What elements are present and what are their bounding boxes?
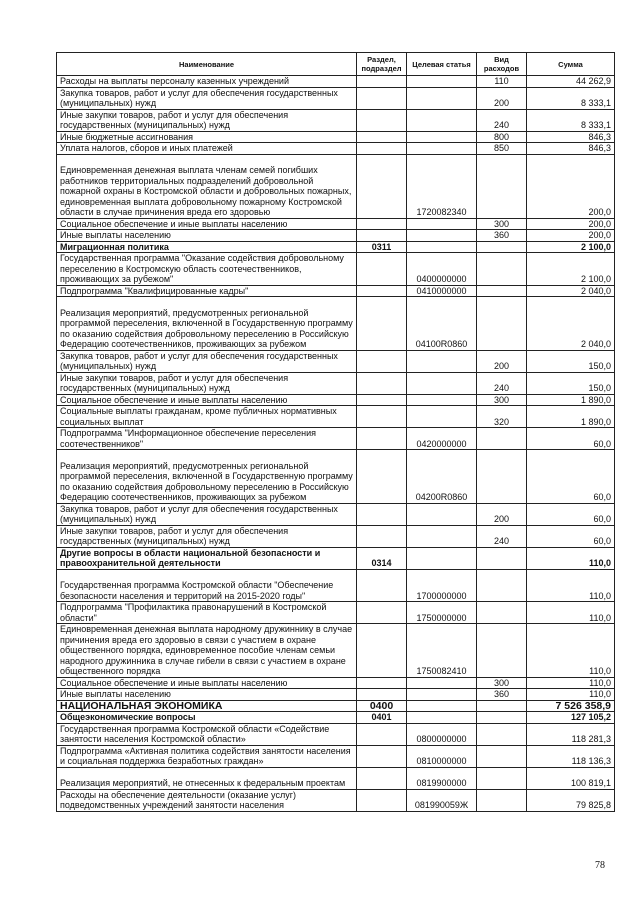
cell-sum: 60,0 xyxy=(527,450,615,504)
cell-kind xyxy=(477,285,527,297)
cell-section xyxy=(357,76,407,88)
cell-sum: 110,0 xyxy=(527,547,615,569)
cell-section xyxy=(357,285,407,297)
cell-sum: 2 040,0 xyxy=(527,285,615,297)
cell-name: Иные закупки товаров, работ и услуг для обеспечения государственных (муниципальных) нужд xyxy=(57,109,357,131)
cell-kind: 300 xyxy=(477,218,527,230)
cell-name: Расходы на выплаты персоналу казенных учреждений xyxy=(57,76,357,88)
cell-target: 081990059Ж xyxy=(407,789,477,811)
cell-sum: 118 281,3 xyxy=(527,723,615,745)
cell-sum: 79 825,8 xyxy=(527,789,615,811)
cell-sum: 150,0 xyxy=(527,350,615,372)
cell-kind: 300 xyxy=(477,394,527,406)
cell-target: 04100R0860 xyxy=(407,297,477,351)
cell-kind: 850 xyxy=(477,143,527,155)
cell-target: 0420000000 xyxy=(407,428,477,450)
table-row xyxy=(57,154,615,218)
cell-kind xyxy=(477,789,527,811)
cell-section xyxy=(357,789,407,811)
cell-target: 0800000000 xyxy=(407,723,477,745)
cell-kind: 240 xyxy=(477,372,527,394)
table-row xyxy=(57,241,615,253)
cell-target xyxy=(407,372,477,394)
cell-target xyxy=(407,547,477,569)
cell-sum: 110,0 xyxy=(527,689,615,701)
table-row xyxy=(57,285,615,297)
table-row xyxy=(57,745,615,767)
cell-sum: 2 100,0 xyxy=(527,253,615,286)
cell-kind: 300 xyxy=(477,677,527,689)
cell-sum: 200,0 xyxy=(527,218,615,230)
table-body xyxy=(57,76,615,812)
header-kind: Вид расходов xyxy=(477,53,527,76)
cell-section xyxy=(357,406,407,428)
cell-sum: 100 819,1 xyxy=(527,767,615,789)
cell-target: 1750000000 xyxy=(407,602,477,624)
cell-sum: 846,3 xyxy=(527,131,615,143)
table-row xyxy=(57,131,615,143)
table-row xyxy=(57,109,615,131)
header-target: Целевая статья xyxy=(407,53,477,76)
cell-section xyxy=(357,503,407,525)
cell-section: 0311 xyxy=(357,241,407,253)
cell-section xyxy=(357,154,407,218)
cell-sum: 110,0 xyxy=(527,602,615,624)
table-row xyxy=(57,450,615,504)
cell-target xyxy=(407,689,477,701)
table-row xyxy=(57,547,615,569)
cell-name: Иные бюджетные ассигнования xyxy=(57,131,357,143)
cell-sum: 2 100,0 xyxy=(527,241,615,253)
cell-kind: 800 xyxy=(477,131,527,143)
cell-kind xyxy=(477,745,527,767)
cell-sum: 110,0 xyxy=(527,624,615,678)
cell-target xyxy=(407,143,477,155)
cell-kind xyxy=(477,624,527,678)
table-row xyxy=(57,503,615,525)
cell-section xyxy=(357,677,407,689)
cell-target: 0400000000 xyxy=(407,253,477,286)
cell-target xyxy=(407,241,477,253)
cell-sum: 8 333,1 xyxy=(527,109,615,131)
cell-kind: 360 xyxy=(477,230,527,242)
cell-name: Подпрограмма "Профилактика правонарушений в Костромской области" xyxy=(57,602,357,624)
cell-sum: 150,0 xyxy=(527,372,615,394)
cell-target: 1700000000 xyxy=(407,569,477,602)
table-row xyxy=(57,230,615,242)
cell-target xyxy=(407,350,477,372)
cell-sum: 200,0 xyxy=(527,154,615,218)
cell-name: Социальное обеспечение и иные выплаты населению xyxy=(57,677,357,689)
cell-section xyxy=(357,143,407,155)
cell-section xyxy=(357,767,407,789)
cell-kind xyxy=(477,297,527,351)
cell-target xyxy=(407,218,477,230)
cell-target xyxy=(407,677,477,689)
cell-target xyxy=(407,76,477,88)
table-row xyxy=(57,700,615,712)
cell-sum: 110,0 xyxy=(527,569,615,602)
cell-sum: 60,0 xyxy=(527,525,615,547)
cell-kind: 110 xyxy=(477,76,527,88)
cell-sum: 60,0 xyxy=(527,428,615,450)
cell-section xyxy=(357,745,407,767)
table-header-row xyxy=(57,53,615,76)
cell-name: Закупка товаров, работ и услуг для обеспечения государственных (муниципальных) нужд xyxy=(57,350,357,372)
cell-target: 04200R0860 xyxy=(407,450,477,504)
cell-name: Подпрограмма "Информационное обеспечение переселения соотечественников" xyxy=(57,428,357,450)
cell-section xyxy=(357,131,407,143)
cell-sum: 7 526 358,9 xyxy=(527,700,615,712)
cell-sum: 2 040,0 xyxy=(527,297,615,351)
cell-name: Иные закупки товаров, работ и услуг для обеспечения государственных (муниципальных) нужд xyxy=(57,372,357,394)
cell-target xyxy=(407,109,477,131)
cell-name: Миграционная политика xyxy=(57,241,357,253)
cell-kind: 200 xyxy=(477,350,527,372)
table-row xyxy=(57,689,615,701)
cell-name: НАЦИОНАЛЬНАЯ ЭКОНОМИКА xyxy=(57,700,357,712)
cell-section: 0400 xyxy=(357,700,407,712)
cell-name: Иные выплаты населению xyxy=(57,689,357,701)
cell-section xyxy=(357,450,407,504)
cell-target xyxy=(407,406,477,428)
cell-name: Социальное обеспечение и иные выплаты населению xyxy=(57,218,357,230)
table-row xyxy=(57,569,615,602)
cell-kind xyxy=(477,428,527,450)
cell-section xyxy=(357,624,407,678)
cell-section xyxy=(357,569,407,602)
cell-target: 1750082410 xyxy=(407,624,477,678)
cell-section xyxy=(357,350,407,372)
cell-section xyxy=(357,230,407,242)
cell-name: Единовременная денежная выплата членам семей погибших работников территориальных подразделений добровольной пожарной охраны в Костромской области и добровольных пожарных, единовременная выплата добровольному пожарному Костромской области в случае причинения вреда его здоровью xyxy=(57,154,357,218)
cell-name: Реализация мероприятий, предусмотренных региональной программой переселения, включенной в Государственную программу по оказанию содействия добровольному переселению в Российскую Федерацию соотечественников, проживающих за рубежом xyxy=(57,297,357,351)
cell-name: Государственная программа Костромской области "Обеспечение безопасности населения и территорий на 2015-2020 годы" xyxy=(57,569,357,602)
cell-kind xyxy=(477,241,527,253)
cell-section: 0314 xyxy=(357,547,407,569)
header-name: Наименование xyxy=(57,53,357,76)
cell-target: 0810000000 xyxy=(407,745,477,767)
header-sum: Сумма xyxy=(527,53,615,76)
cell-name: Закупка товаров, работ и услуг для обеспечения государственных (муниципальных) нужд xyxy=(57,503,357,525)
table-row xyxy=(57,406,615,428)
cell-kind xyxy=(477,767,527,789)
cell-name: Подпрограмма "Квалифицированные кадры" xyxy=(57,285,357,297)
cell-name: Социальные выплаты гражданам, кроме публичных нормативных социальных выплат xyxy=(57,406,357,428)
cell-sum: 110,0 xyxy=(527,677,615,689)
cell-name: Единовременная денежная выплата народному дружиннику в случае причинения вреда его здоровью в связи с участием в охране общественного порядка, единовременное пособие членам семьи народного дружинника в случае гибели в связи с участием в охране общественного порядка xyxy=(57,624,357,678)
table-row xyxy=(57,218,615,230)
cell-kind: 240 xyxy=(477,525,527,547)
cell-target xyxy=(407,700,477,712)
table-row xyxy=(57,350,615,372)
table-row xyxy=(57,394,615,406)
cell-kind xyxy=(477,154,527,218)
table-row xyxy=(57,602,615,624)
cell-name: Расходы на обеспечение деятельности (оказание услуг) подведомственных учреждений занятости населения xyxy=(57,789,357,811)
cell-target xyxy=(407,525,477,547)
cell-target xyxy=(407,503,477,525)
table-row xyxy=(57,87,615,109)
cell-target: 0410000000 xyxy=(407,285,477,297)
page-number: 78 xyxy=(595,860,605,871)
cell-section xyxy=(357,297,407,351)
cell-target xyxy=(407,394,477,406)
cell-target xyxy=(407,712,477,724)
cell-sum: 127 105,2 xyxy=(527,712,615,724)
table-row xyxy=(57,297,615,351)
cell-kind xyxy=(477,569,527,602)
cell-kind xyxy=(477,602,527,624)
cell-name: Общеэкономические вопросы xyxy=(57,712,357,724)
cell-kind: 320 xyxy=(477,406,527,428)
cell-sum: 200,0 xyxy=(527,230,615,242)
cell-section xyxy=(357,689,407,701)
cell-sum: 846,3 xyxy=(527,143,615,155)
table-row xyxy=(57,428,615,450)
cell-sum: 60,0 xyxy=(527,503,615,525)
cell-name: Реализация мероприятий, не отнесенных к федеральным проектам xyxy=(57,767,357,789)
cell-name: Иные выплаты населению xyxy=(57,230,357,242)
table-row xyxy=(57,789,615,811)
cell-name: Государственная программа "Оказание содействия добровольному переселению в Костромскую область соотечественников, проживающих за рубежом" xyxy=(57,253,357,286)
cell-kind xyxy=(477,253,527,286)
cell-sum: 1 890,0 xyxy=(527,406,615,428)
cell-sum: 118 136,3 xyxy=(527,745,615,767)
cell-section xyxy=(357,372,407,394)
cell-sum: 8 333,1 xyxy=(527,87,615,109)
cell-target: 0819900000 xyxy=(407,767,477,789)
cell-name: Государственная программа Костромской области «Содействие занятости населения Костромской области» xyxy=(57,723,357,745)
cell-target xyxy=(407,87,477,109)
cell-sum: 44 262,9 xyxy=(527,76,615,88)
table-row xyxy=(57,372,615,394)
cell-section xyxy=(357,525,407,547)
cell-kind: 240 xyxy=(477,109,527,131)
cell-kind xyxy=(477,450,527,504)
cell-name: Закупка товаров, работ и услуг для обеспечения государственных (муниципальных) нужд xyxy=(57,87,357,109)
cell-target: 1720082340 xyxy=(407,154,477,218)
cell-section: 0401 xyxy=(357,712,407,724)
cell-section xyxy=(357,394,407,406)
table-row xyxy=(57,525,615,547)
cell-name: Иные закупки товаров, работ и услуг для обеспечения государственных (муниципальных) нужд xyxy=(57,525,357,547)
table-row xyxy=(57,677,615,689)
cell-kind xyxy=(477,700,527,712)
table-row xyxy=(57,723,615,745)
table-row xyxy=(57,76,615,88)
cell-name: Реализация мероприятий, предусмотренных региональной программой переселения, включенной в Государственную программу по оказанию содействия добровольному переселению в Российскую Федерацию соотечественников, проживающих за рубежом xyxy=(57,450,357,504)
cell-section xyxy=(357,723,407,745)
cell-target xyxy=(407,131,477,143)
cell-kind: 200 xyxy=(477,503,527,525)
table-row xyxy=(57,253,615,286)
table-row xyxy=(57,624,615,678)
cell-kind xyxy=(477,547,527,569)
cell-kind: 360 xyxy=(477,689,527,701)
cell-section xyxy=(357,428,407,450)
budget-table xyxy=(56,52,615,812)
cell-section xyxy=(357,218,407,230)
cell-kind xyxy=(477,723,527,745)
cell-section xyxy=(357,109,407,131)
header-section: Раздел, подраздел xyxy=(357,53,407,76)
cell-sum: 1 890,0 xyxy=(527,394,615,406)
cell-section xyxy=(357,602,407,624)
cell-kind: 200 xyxy=(477,87,527,109)
cell-name: Социальное обеспечение и иные выплаты населению xyxy=(57,394,357,406)
cell-name: Уплата налогов, сборов и иных платежей xyxy=(57,143,357,155)
cell-name: Другие вопросы в области национальной безопасности и правоохранительной деятельности xyxy=(57,547,357,569)
table-row xyxy=(57,767,615,789)
cell-kind xyxy=(477,712,527,724)
cell-target xyxy=(407,230,477,242)
cell-section xyxy=(357,87,407,109)
cell-section xyxy=(357,253,407,286)
table-row xyxy=(57,712,615,724)
table-row xyxy=(57,143,615,155)
cell-name: Подпрограмма «Активная политика содействия занятости населения и социальная поддержка безработных граждан» xyxy=(57,745,357,767)
